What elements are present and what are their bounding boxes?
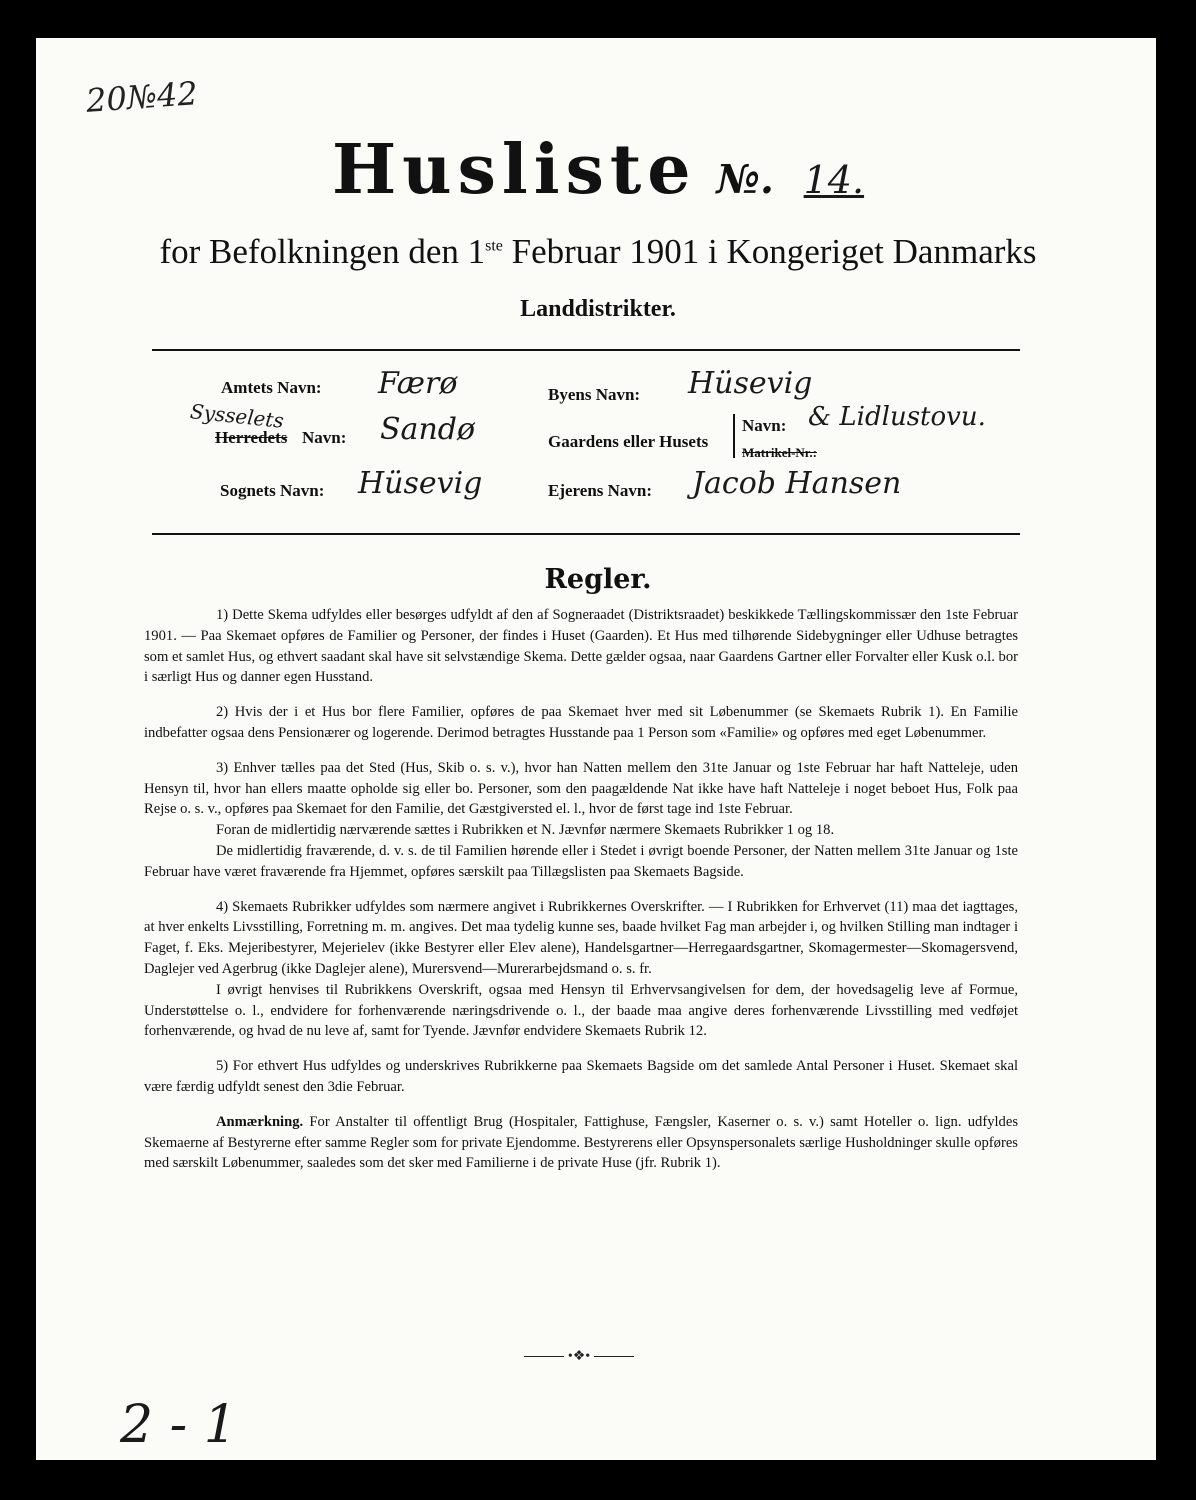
- rule-4a: 4) Skemaets Rubrikker udfyldes som nærmere angivet i Rubrikkernes Overskrifter. — I Rubrikken for Erhvervet (11) maa det iagttages, at hver enkelts Livsstilling, Forretning m. m. angives. Det maa tydelig kunne ses, baade hvilket Fag man arbejder i, og hvilken Stilling man indtager i Faget, f. Eks. Mejeribestyrer, Mejerielev (ikke Bestyrer eller Elev alene), Handelsgartner—Herregaardsgartner, Skomagermester—Skomagersvend, Daglejer ved Agerbrug (ikke Daglejer alene), Murersvend—Murerarbejdsmand o. s. fr.: [144, 898, 1018, 977]
- ejer-value: Jacob Hansen: [692, 466, 902, 501]
- subtitle-district: Landdistrikter.: [520, 296, 676, 322]
- subtitle-pre: for Befolkningen den 1: [159, 232, 486, 271]
- by-label: Byens Navn:: [548, 385, 641, 404]
- herred-label: Navn:: [302, 428, 347, 447]
- number-sign: №.: [716, 156, 774, 203]
- note: [144, 1112, 1018, 1174]
- regler-title: Regler.: [544, 564, 652, 595]
- subtitle-post: Februar 1901 i Kongeriget Danmarks: [502, 232, 1037, 271]
- sogn-label: Sognets Navn:: [220, 481, 325, 500]
- matrikel-label: Matrikel-Nr.:: [742, 445, 817, 460]
- subtitle: [0, 232, 1196, 272]
- note-text: For Anstalter til offentligt Brug (Hospitaler, Fattighuse, Fængsler, Kaserner o. s. v.) samt Hoteller o. lign. udfyldes Skemaerne af Bestyrerne efter samme Regler som for private Ejendomme. Bestyrerens eller Opsynspersonalets særlige Husholdninger skulle opføres med særskilt Løbenummer, saaledes som det sker med Familierne i de private Huse (jfr. Rubrik 1).: [144, 1113, 1018, 1172]
- bottom-rule: [152, 533, 1020, 535]
- sogn-value: Hüsevig: [358, 466, 483, 501]
- gaard-navn-value: & Lidlustovu.: [808, 402, 986, 432]
- amt-label: Amtets Navn:: [221, 378, 322, 397]
- house-number: 14.: [803, 158, 865, 202]
- herred-struck-label: Herredets: [215, 428, 288, 447]
- rule-3b: Foran de midlertidig nærværende sættes i Rubrikken et N. Jævnfør nærmere Skemaets Rubrikker 1 og 18.: [216, 822, 835, 839]
- rule-5: 5) For ethvert Hus udfyldes og underskrives Rubrikkerne paa Skemaets Bagside om det samlede Antal Personer i Huset. Skemaet skal være færdig udfyldt senest den 3die Februar.: [144, 1058, 1018, 1095]
- amt-value: Færø: [378, 366, 458, 401]
- subtitle-sup: ste: [485, 237, 503, 255]
- corner-note: 2 - 1: [120, 1395, 237, 1455]
- top-rule: [152, 349, 1020, 351]
- ejer-label: Ejerens Navn:: [548, 481, 653, 500]
- note-label: Anmærkning.: [216, 1113, 304, 1130]
- rules-body: [144, 605, 1018, 1174]
- page-title: [0, 130, 1196, 210]
- by-value: Hüsevig: [688, 366, 813, 401]
- herred-value: Sandø: [380, 412, 476, 447]
- rule-4b: I øvrigt henvises til Rubrikkens Overskrift, ogsaa med Hensyn til Erhvervsangivelsen for dem, der hovedsagelig leve af Formue, Understøttelse o. l., endvidere for forhenværende næringsdrivende o. l., der baade maa angive deres forhenværende Livsstilling med vedføjet forhenværende, og hvad de nu leve af, samt for Tyende. Jævnfør endvidere Skemaets Rubrik 12.: [144, 981, 1018, 1040]
- gaard-navn-label: Navn:: [742, 416, 787, 435]
- gaard-label: Gaardens eller Husets: [548, 432, 709, 451]
- title-text: Husliste: [331, 130, 697, 210]
- gaard-brace: [733, 414, 735, 458]
- ornament: •❖•: [505, 1348, 653, 1365]
- herred-handwritten: Sysselets: [189, 399, 285, 433]
- rule-1: 1) Dette Skema udfyldes eller besørges udfyldt af den af Sogneraadet (Distriktsraadet) beskikkede Tællingskommissær den 1ste Februar 1901. — Paa Skemaet opføres de Familier og Personer, der findes i Huset (Gaarden). Et Hus med tilhørende Sidebygninger eller Udhuse betragtes som et samlet Hus, og ethvert saadant skal have sit selvstændige Skema. Dette gælder ogsaa, naar Gaardens Gartner eller Forvalter eller Kusk o.l. bor i særligt Hus og danner egen Husstand.: [144, 607, 1018, 686]
- rule-3c: De midlertidig fraværende, d. v. s. de til Familien hørende eller i Stedet i øvrigt boende Personer, der Natten mellem 31te Januar og 1ste Februar have været fraværende fra Hjemmet, opføres særskilt paa Tillægslisten paa Skemaets Bagside.: [144, 842, 1018, 880]
- rule-2: 2) Hvis der i et Hus bor flere Familier, opføres de paa Skemaet hver med sit Løbenummer (se Skemaets Rubrik 1). En Familie indbefatter ogsaa dens Pensionærer og logerende. Derimod betragtes Husstande paa 1 Person som «Familie» og opføres med eget Løbenummer.: [144, 704, 1018, 741]
- rule-3a: 3) Enhver tælles paa det Sted (Hus, Skib o. s. v.), hvor han Natten mellem den 31te Januar og 1ste Februar har haft Natteleje, uden Hensyn til, hvor han ellers maatte opholde sig eller bo. Personer, som den paagældende Nat ikke have haft Natteleje i noget beboet Hus, Folk paa Rejse o. s. v., opføres paa Skemaet for den Familie, det Gæstgiversted el. l., hvor de først tage ind 1ste Februar.: [144, 759, 1018, 818]
- archive-stamp: 20№42: [84, 74, 199, 120]
